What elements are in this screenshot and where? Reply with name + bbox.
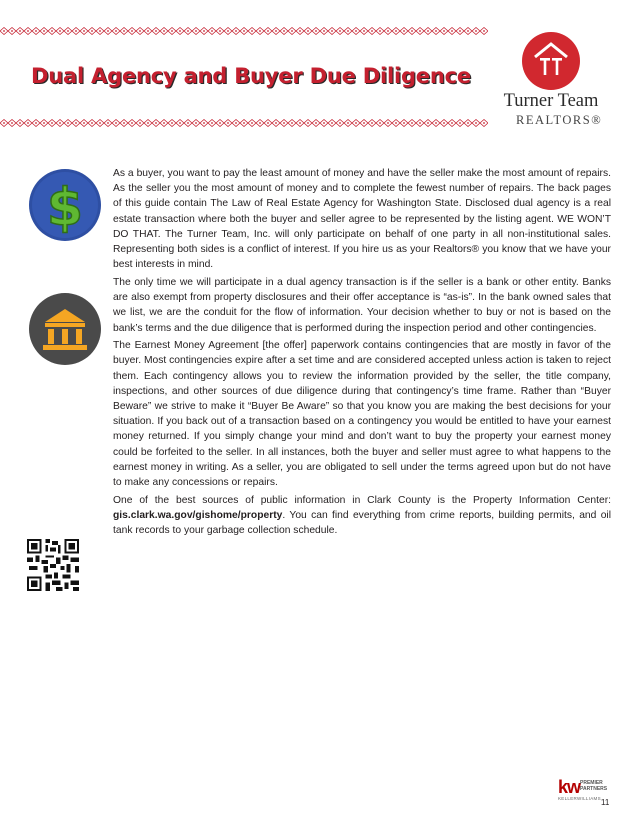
- qr-code-icon: [27, 539, 79, 591]
- kw-brand-label: KELLERWILLIAMS.: [558, 796, 603, 801]
- logo-subtitle: REALTORS®: [516, 113, 603, 127]
- decorative-border-top: [0, 26, 488, 36]
- paragraph-bank-owned: The only time we will participate in a dual agency transaction is if the seller is a bank or other entity. Banks are also exempt from property disclosures and their offer acceptance is “as-is”. In the bank owned sales that we list, we are the conduit for the flow of information. Your decision whether to buy or not is based on the bank’s terms and the due diligence that is performed during the inspection period and other contingencies.: [113, 276, 611, 334]
- svg-text:$: $: [46, 178, 84, 238]
- property-info-link[interactable]: gis.clark.wa.gov/gishome/property: [113, 509, 283, 521]
- turner-team-logo: [500, 32, 612, 132]
- bank-icon: [28, 292, 102, 366]
- paragraph-property-info: [113, 493, 611, 539]
- page-title: Dual Agency and Buyer Due Diligence: [31, 64, 471, 88]
- house-logo-icon: [522, 32, 580, 90]
- keller-williams-logo: [558, 778, 616, 800]
- page-number: 11: [601, 798, 610, 807]
- dollar-sign-icon: [28, 168, 102, 242]
- property-info-rest: . You can find everything from crime reports, building permits, and oil tank records to your garbage collection schedule.: [113, 509, 611, 537]
- kw-mark: kw: [558, 777, 581, 797]
- paragraph-earnest-money: The Earnest Money Agreement [the offer] paperwork contains contingencies that are mostly in favor of the buyer. Most contingencies expire after a set time and are considered accepted unless action is taken to reject them. Each contingency allows you to review the information provided by the seller, the title company, inspections, and other sources of due diligence during that contingency’s time frame. Rather than “Buyer Beware” we strive to make it “Buyer Be Aware” so that you know you are making the best decisions for your situation. If you back out of a transaction based on a contingency you would be entitled to have your earnest money returned. If you simply change your mind and don’t want to buy the property your earnest money could be forfeited to the seller. In all instances, both the buyer and seller must agree to what happens to the earnest money in writing. As a seller, you are obligated to sell under the terms agreed upon but do not have to make any concessions or repairs.: [113, 340, 611, 489]
- property-info-intro: One of the best sources of public information in Clark County is the Property Information Center:: [113, 494, 611, 506]
- kw-partners-label: PARTNERS: [580, 786, 608, 792]
- article-body: [113, 166, 611, 541]
- decorative-border-bottom: [0, 118, 488, 128]
- paragraph-dual-agency: As a buyer, you want to pay the least amount of money and have the seller make the most amount of repairs. As the seller you the most amount of money and to complete the fewest number of repairs. The back pages of this guide contain The Law of Real Estate Agency for Washington State. Disclosed dual agency is a real estate transaction where both the buyer and seller agree to be represented by the listing agent. WE WON’T DO THAT. The Turner Team, Inc. will only participate on behalf of one party in all non-institutional sales. Representing both sides is a conflict of interest. If you hire us as your Realtors® you know that we have your best interests in mind.: [113, 168, 611, 271]
- kw-premier-label: PREMIER: [580, 780, 603, 786]
- logo-company-name: Turner Team: [503, 91, 599, 111]
